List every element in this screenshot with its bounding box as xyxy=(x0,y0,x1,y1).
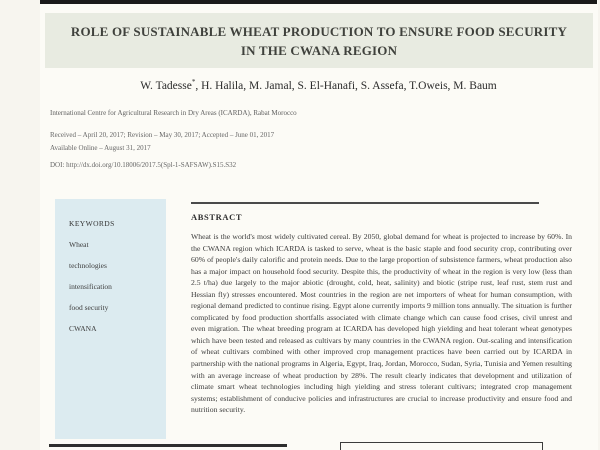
keyword-item: food security xyxy=(69,303,109,312)
available-online-line: Available Online – August 31, 2017 xyxy=(50,144,151,152)
doi-line: DOI: http://dx.doi.org/10.18006/2017.5(Spl-1-SAFSAW).S15.S32 xyxy=(50,161,237,169)
keyword-item: technologies xyxy=(69,261,107,270)
authors-rest: , H. Halila, M. Jamal, S. El-Hanafi, S. Assefa, T.Oweis, M. Baum xyxy=(195,80,497,92)
affiliation-line: International Centre for Agricultural Research in Dry Areas (ICARDA), Rabat Morocco xyxy=(50,109,297,117)
authors-line xyxy=(40,80,597,92)
footer-box-partial xyxy=(340,442,543,450)
abstract-top-rule xyxy=(191,202,539,204)
article-history xyxy=(50,129,274,155)
abstract-text: Wheat is the world's most widely cultivated cereal. By 2050, global demand for wheat is projected to increase by 60%. In the CWANA region which ICARDA is tasked to serve, wheat is the basic staple and food security crop, contributing over 60% of people's daily calorific and protein needs. Due to the large proportion of subsistence farmers, wheat production also has a major impact on household food security. Despite this, the productivity of wheat in the region is very low (less than 2.5 t/ha) due largely to the major abiotic (drought, cold, heat, salinity) and biotic (stripe rust, leaf rust, stem rust and Hessian fly) stresses encountered. Most countries in the region are net importers of wheat for human consumption, with regional demand predicted to continue rising. Egypt alone currently imports 9 million tons annually. The situation is further complicated by food production shortfalls associated with climate change which can cause food crises, civil unrest and even migration. The wheat breeding program at ICARDA has developed high yielding and heat tolerant wheat genotypes which have been tested and released as cultivars by many countries in the CWANA region. Out-scaling and intensification of wheat cultivars combined with other improved crop management practices have been carried out by ICARDA in partnership with the national programs in Algeria, Egypt, Iraq, Jordan, Morocco, Sudan, Syria, Tunisia and Yemen resulting with an average increase of wheat production by 28%. The result clearly indicates that development and utilization of climate smart wheat technologies including high yielding and stress tolerant cultivars; integrated crop management systems; establishment of conducive policies and infrastructures are crucial to increase productivity and ensure food and nutrition security. xyxy=(191,232,572,415)
abstract-heading: ABSTRACT xyxy=(191,212,243,222)
corresponding-author-asterisk: * xyxy=(191,78,196,87)
keyword-item: Wheat xyxy=(69,240,89,249)
page-title: ROLE OF SUSTAINABLE WHEAT PRODUCTION TO ENSURE FOOD SECURITY IN THE CWANA REGION xyxy=(70,23,568,58)
keywords-heading: KEYWORDS xyxy=(69,219,115,228)
footer-rule-left xyxy=(49,444,287,447)
keyword-item: CWANA xyxy=(69,324,97,333)
keywords-panel xyxy=(55,199,166,439)
top-rule-bar xyxy=(40,0,597,4)
keyword-item: intensification xyxy=(69,282,112,291)
author-lead: W. Tadesse xyxy=(140,80,192,92)
received-revision-accepted-line: Received – April 20, 2017; Revision – May 30, 2017; Accepted – June 01, 2017 xyxy=(50,131,275,139)
title-banner xyxy=(45,13,593,68)
abstract-column xyxy=(191,202,572,416)
